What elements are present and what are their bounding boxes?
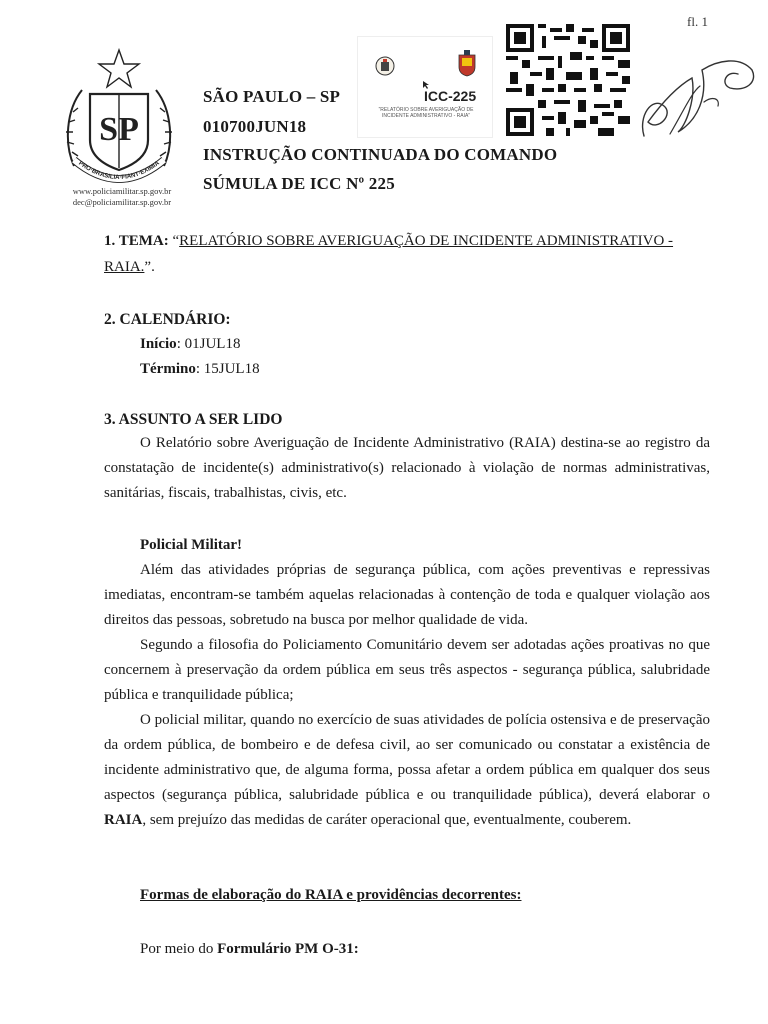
start-date: Início: 01JUL18 (140, 336, 241, 352)
subheading-forms: Formas de elaboração do RAIA e providências decorrentes: (140, 887, 522, 903)
section-3-heading: 3. ASSUNTO A SER LIDO (104, 411, 283, 428)
paragraph-1: O Relatório sobre Averiguação de Incidente Administrativo (RAIA) destina-se ao registro da constatação de incidente(s) administrativo(s) relacionado à violação de normas administrativas, sanitárias, fiscais, trabalhistas, civis, etc. (104, 435, 710, 501)
header-city: SÃO PAULO – SP (203, 87, 341, 106)
website-link[interactable]: www.policiamilitar.sp.gov.br (72, 186, 172, 196)
header-subtitle: SÚMULA DE ICC Nº 225 (203, 174, 395, 193)
section-1-line1: 1. TEMA: “RELATÓRIO SOBRE AVERIGUAÇÃO DE INCIDENTE ADMINISTRATIVO - (104, 233, 674, 249)
qr-code[interactable] (506, 24, 630, 136)
end-date: Término: 15JUL18 (140, 361, 260, 377)
icc-logo (357, 36, 493, 138)
paragraph-2: Além das atividades próprias de segurança pública, com ações preventivas e repressivas imediatas, encontram-se também aquelas relacionadas à contenção de toda e qualquer violação aos direitos das pessoas, sobretudo na busca por melhor qualidade de vida. (104, 562, 710, 628)
icc-caption: “RELATÓRIO SOBRE AVERIGUAÇÃO DE INCIDENTE ADMINISTRATIVO - RAIA” (378, 107, 474, 119)
form-name: Formulário PM O-31: (217, 941, 359, 957)
handwritten-signature (634, 40, 762, 150)
header-dtg: 010700JUN18 (203, 117, 307, 136)
paragraph-3: Segundo a filosofia do Policiamento Comunitário devem ser adotadas ações proativas no que concernem à preservação da ordem pública em seus três aspectos - segurança pública, salubridade pública e tranquilidade pública; (104, 637, 710, 703)
pmesp-seal (60, 48, 178, 183)
section-2-heading: 2. CALENDÁRIO: (104, 311, 231, 328)
callout-heading: Policial Militar! (140, 537, 243, 553)
form-line: Por meio do Formulário PM O-31: (140, 941, 359, 957)
seal-letters: SP (99, 111, 139, 148)
contact-lines (62, 186, 182, 208)
section-1-line2: RAIA.”. (104, 259, 155, 275)
topic-title: RELATÓRIO SOBRE AVERIGUAÇÃO DE INCIDENTE ADMINISTRATIVO - (179, 233, 674, 249)
email-link[interactable]: dec@policiamilitar.sp.gov.br (72, 197, 172, 207)
header-title: INSTRUÇÃO CONTINUADA DO COMANDO (203, 145, 558, 164)
section-1-label: 1. TEMA: (104, 233, 169, 249)
seal-motto: PRO·BRASILIA·FIANT·EXIMIA (77, 159, 161, 182)
sp-coat-of-arms-icon (456, 49, 478, 77)
paragraph-4: O policial militar, quando no exercício de suas atividades de polícia ostensiva e de preservação da ordem pública, de bombeiro e de defesa civil, ao ser comunicado ou constatar a existência de incidente administrativo que, de alguma forma, possa afetar a ordem pública em qualquer dos seus aspectos (segurança pública, salubridade pública e ou tranquilidade pública), deverá elaborar o RAIA, sem prejuízo das medidas de caráter operacional que, eventualmente, couberem. (104, 712, 710, 828)
page-number: fl. 1 (687, 14, 708, 29)
raia-term: RAIA (104, 812, 143, 828)
pm-emblem-icon (374, 55, 396, 77)
icc-code: ICC-225 (424, 88, 477, 104)
star-icon (99, 50, 139, 87)
